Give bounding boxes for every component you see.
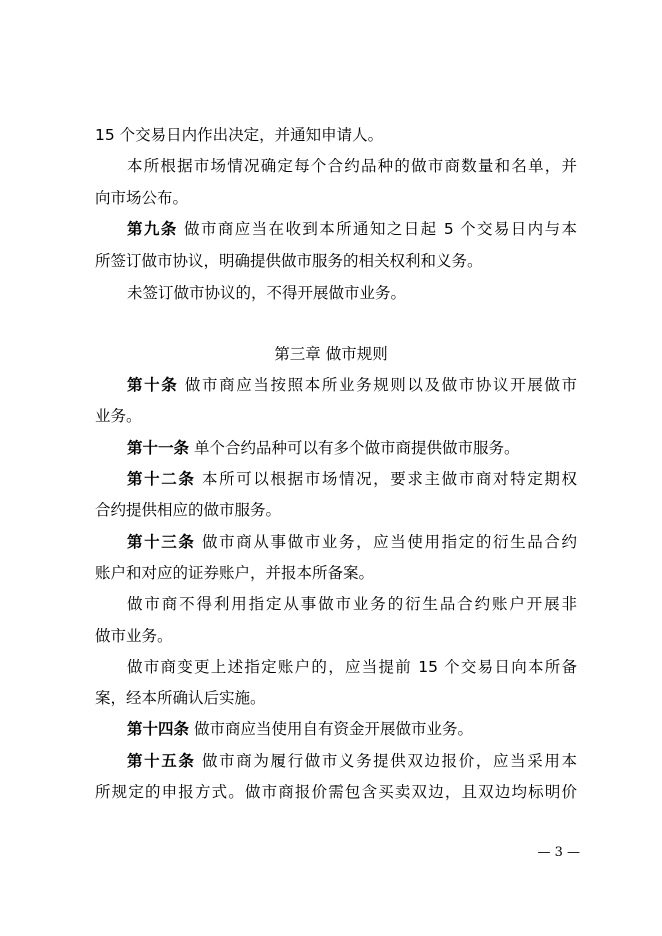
text-line: 账户和对应的证券账户，并报本所备案。	[95, 564, 375, 582]
text-line: 15 个交易日内作出决定，并通知申请人。	[95, 126, 384, 144]
article-label: 第十三条	[127, 533, 196, 551]
article-15-line: 第十五条 做市商为履行做市义务提供双边报价，应当采用本	[127, 752, 577, 770]
article-13-line: 第十三条 做市商从事做市业务，应当使用指定的衍生品合约	[127, 533, 577, 551]
paragraph-text-line: 做市商不得利用指定从事做市业务的衍生品合约账户开展非	[127, 595, 577, 613]
article-label: 第九条	[127, 220, 178, 238]
paragraph-text-line: 未签订做市协议的，不得开展做市业务。	[127, 284, 407, 302]
article-label: 第十五条	[127, 752, 196, 770]
paragraph-text-line: 做市商变更上述指定账户的，应当提前 15 个交易日向本所备	[127, 658, 577, 676]
text-line: 向市场公布。	[95, 189, 189, 207]
paragraph-text-line: 本所根据市场情况确定每个合约品种的做市商数量和名单，并	[127, 157, 577, 175]
article-14-line: 第十四条 做市商应当使用自有资金开展做市业务。	[127, 720, 473, 738]
text-line: 合约提供相应的做市服务。	[95, 501, 282, 519]
article-10-line: 第十条 做市商应当按照本所业务规则以及做市协议开展做市	[127, 376, 577, 394]
article-11-line: 第十一条 单个合约品种可以有多个做市商提供做市服务。	[127, 439, 520, 457]
article-9-line: 第九条 做市商应当在收到本所通知之日起 5 个交易日内与本	[127, 220, 577, 238]
text-line: 做市业务。	[95, 627, 173, 645]
text-line: 业务。	[95, 407, 142, 425]
page-number: — 3 —	[537, 845, 580, 860]
article-label: 第十一条	[127, 439, 190, 457]
text-line: 所签订做市协议，明确提供做市服务的相关权利和义务。	[95, 252, 483, 270]
article-label: 第十二条	[127, 470, 196, 488]
article-label: 第十四条	[127, 720, 190, 738]
article-12-line: 第十二条 本所可以根据市场情况，要求主做市商对特定期权	[127, 470, 577, 488]
article-label: 第十条	[127, 376, 179, 394]
text-line: 所规定的申报方式。做市商报价需包含买卖双边，且双边均标明价	[95, 783, 577, 801]
text-line: 案，经本所确认后实施。	[95, 689, 266, 707]
chapter-heading: 第三章 做市规则	[274, 345, 388, 363]
